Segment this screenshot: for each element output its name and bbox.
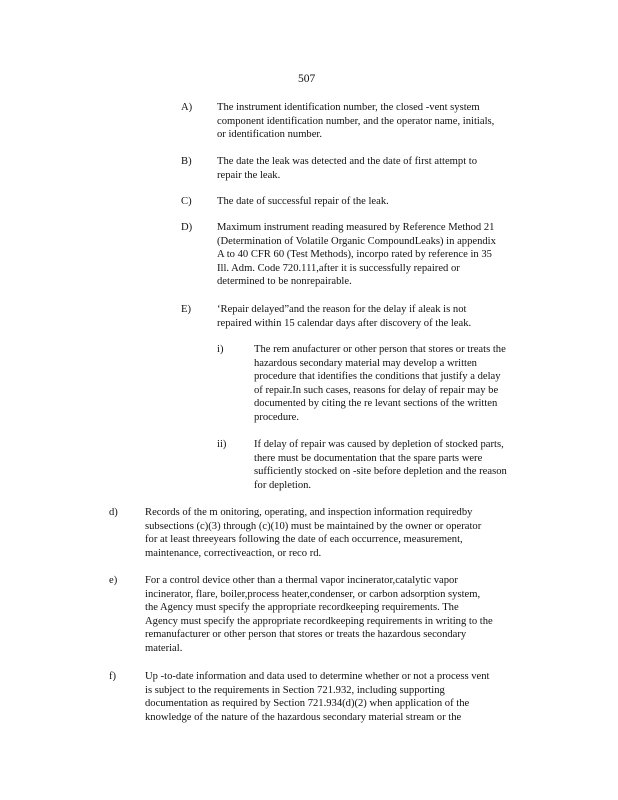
text-line: maintenance, correctiveaction, or reco rd. <box>145 547 322 559</box>
item-text <box>217 155 529 182</box>
text-line: or identification number. <box>217 129 323 141</box>
text-line: If delay of repair was caused by depletion of stocked parts, <box>254 439 504 450</box>
item-text <box>217 195 529 209</box>
text-line: Records of the m onitoring, operating, and inspection information requiredby <box>145 507 473 518</box>
item-label: i) <box>217 344 224 355</box>
item-text <box>217 221 531 289</box>
item-text <box>254 343 534 425</box>
text-line: is subject to the requirements in Section 721.932, including supporting <box>145 684 445 696</box>
text-line: A to 40 CFR 60 (Test Methods), incorpo rated by reference in 35 <box>217 249 492 261</box>
text-line: material. <box>145 642 183 654</box>
text-line: sufficiently stocked on -site before depletion and the reason <box>254 466 507 478</box>
text-line: ‘Repair delayed”and the reason for the delay if aleak is not <box>217 304 467 315</box>
text-line: there must be documentation that the spare parts were <box>254 452 483 464</box>
text-line: subsections (c)(3) through (c)(10) must be maintained by the owner or operator <box>145 520 482 532</box>
item-text <box>145 670 529 724</box>
text-line: The rem anufacturer or other person that stores or treats the <box>254 344 506 355</box>
text-line: procedure that identifies the conditions that justify a delay <box>254 371 501 383</box>
item-text <box>145 574 540 656</box>
text-line: Maximum instrument reading measured by Reference Method 21 <box>217 222 495 233</box>
text-line: The date of successful repair of the leak. <box>217 196 389 207</box>
text-line: (Determination of Volatile Organic CompoundLeaks) in appendix <box>217 235 496 247</box>
page-number: 507 <box>298 73 316 85</box>
text-line: Agency must specify the appropriate recordkeeping requirements in writing to the <box>145 615 493 627</box>
text-line: For a control device other than a thermal vapor incinerator,catalytic vapor <box>145 575 458 586</box>
item-label: e) <box>109 575 118 586</box>
text-line: determined to be nonrepairable. <box>217 276 352 288</box>
text-line: documented by citing the re levant sections of the written <box>254 398 498 410</box>
item-label: D) <box>181 222 193 233</box>
text-line: component identification number, and the operator name, initials, <box>217 115 495 127</box>
item-label: C) <box>181 196 192 207</box>
text-line: repair the leak. <box>217 169 281 181</box>
item-text <box>217 101 529 142</box>
text-line: Up -to-date information and data used to determine whether or not a process vent <box>145 671 490 682</box>
text-line: repaired within 15 calendar days after discovery of the leak. <box>217 317 472 329</box>
text-line: knowledge of the nature of the hazardous secondary material stream or the <box>145 711 462 723</box>
text-line: The instrument identification number, the closed -vent system <box>217 102 480 113</box>
text-line: of repair.In such cases, reasons for delay of repair may be <box>254 384 499 396</box>
item-label: B) <box>181 156 192 167</box>
text-line: hazardous secondary material may develop a written <box>254 357 477 369</box>
text-line: procedure. <box>254 411 299 423</box>
item-text <box>145 506 523 560</box>
text-line: for at least threeyears following the date of each occurrence, measurement, <box>145 534 463 546</box>
item-label: ii) <box>217 439 227 450</box>
text-line: the Agency must specify the appropriate recordkeeping requirements. The <box>145 602 459 614</box>
text-line: Ill. Adm. Code 720.111,after it is successfully repaired or <box>217 262 460 274</box>
text-line: The date the leak was detected and the date of first attempt to <box>217 156 478 167</box>
text-line: for depletion. <box>254 479 312 491</box>
item-label: A) <box>181 102 193 113</box>
text-line: incinerator, flare, boiler,process heater,condenser, or carbon adsorption system, <box>145 588 481 600</box>
item-label: E) <box>181 304 191 315</box>
item-label: d) <box>109 507 118 518</box>
item-text <box>254 438 534 492</box>
item-text <box>217 303 529 330</box>
text-line: remanufacturer or other person that stores or treats the hazardous secondary <box>145 629 467 641</box>
text-line: documentation as required by Section 721.934(d)(2) when application of the <box>145 698 470 710</box>
item-label: f) <box>109 671 117 682</box>
